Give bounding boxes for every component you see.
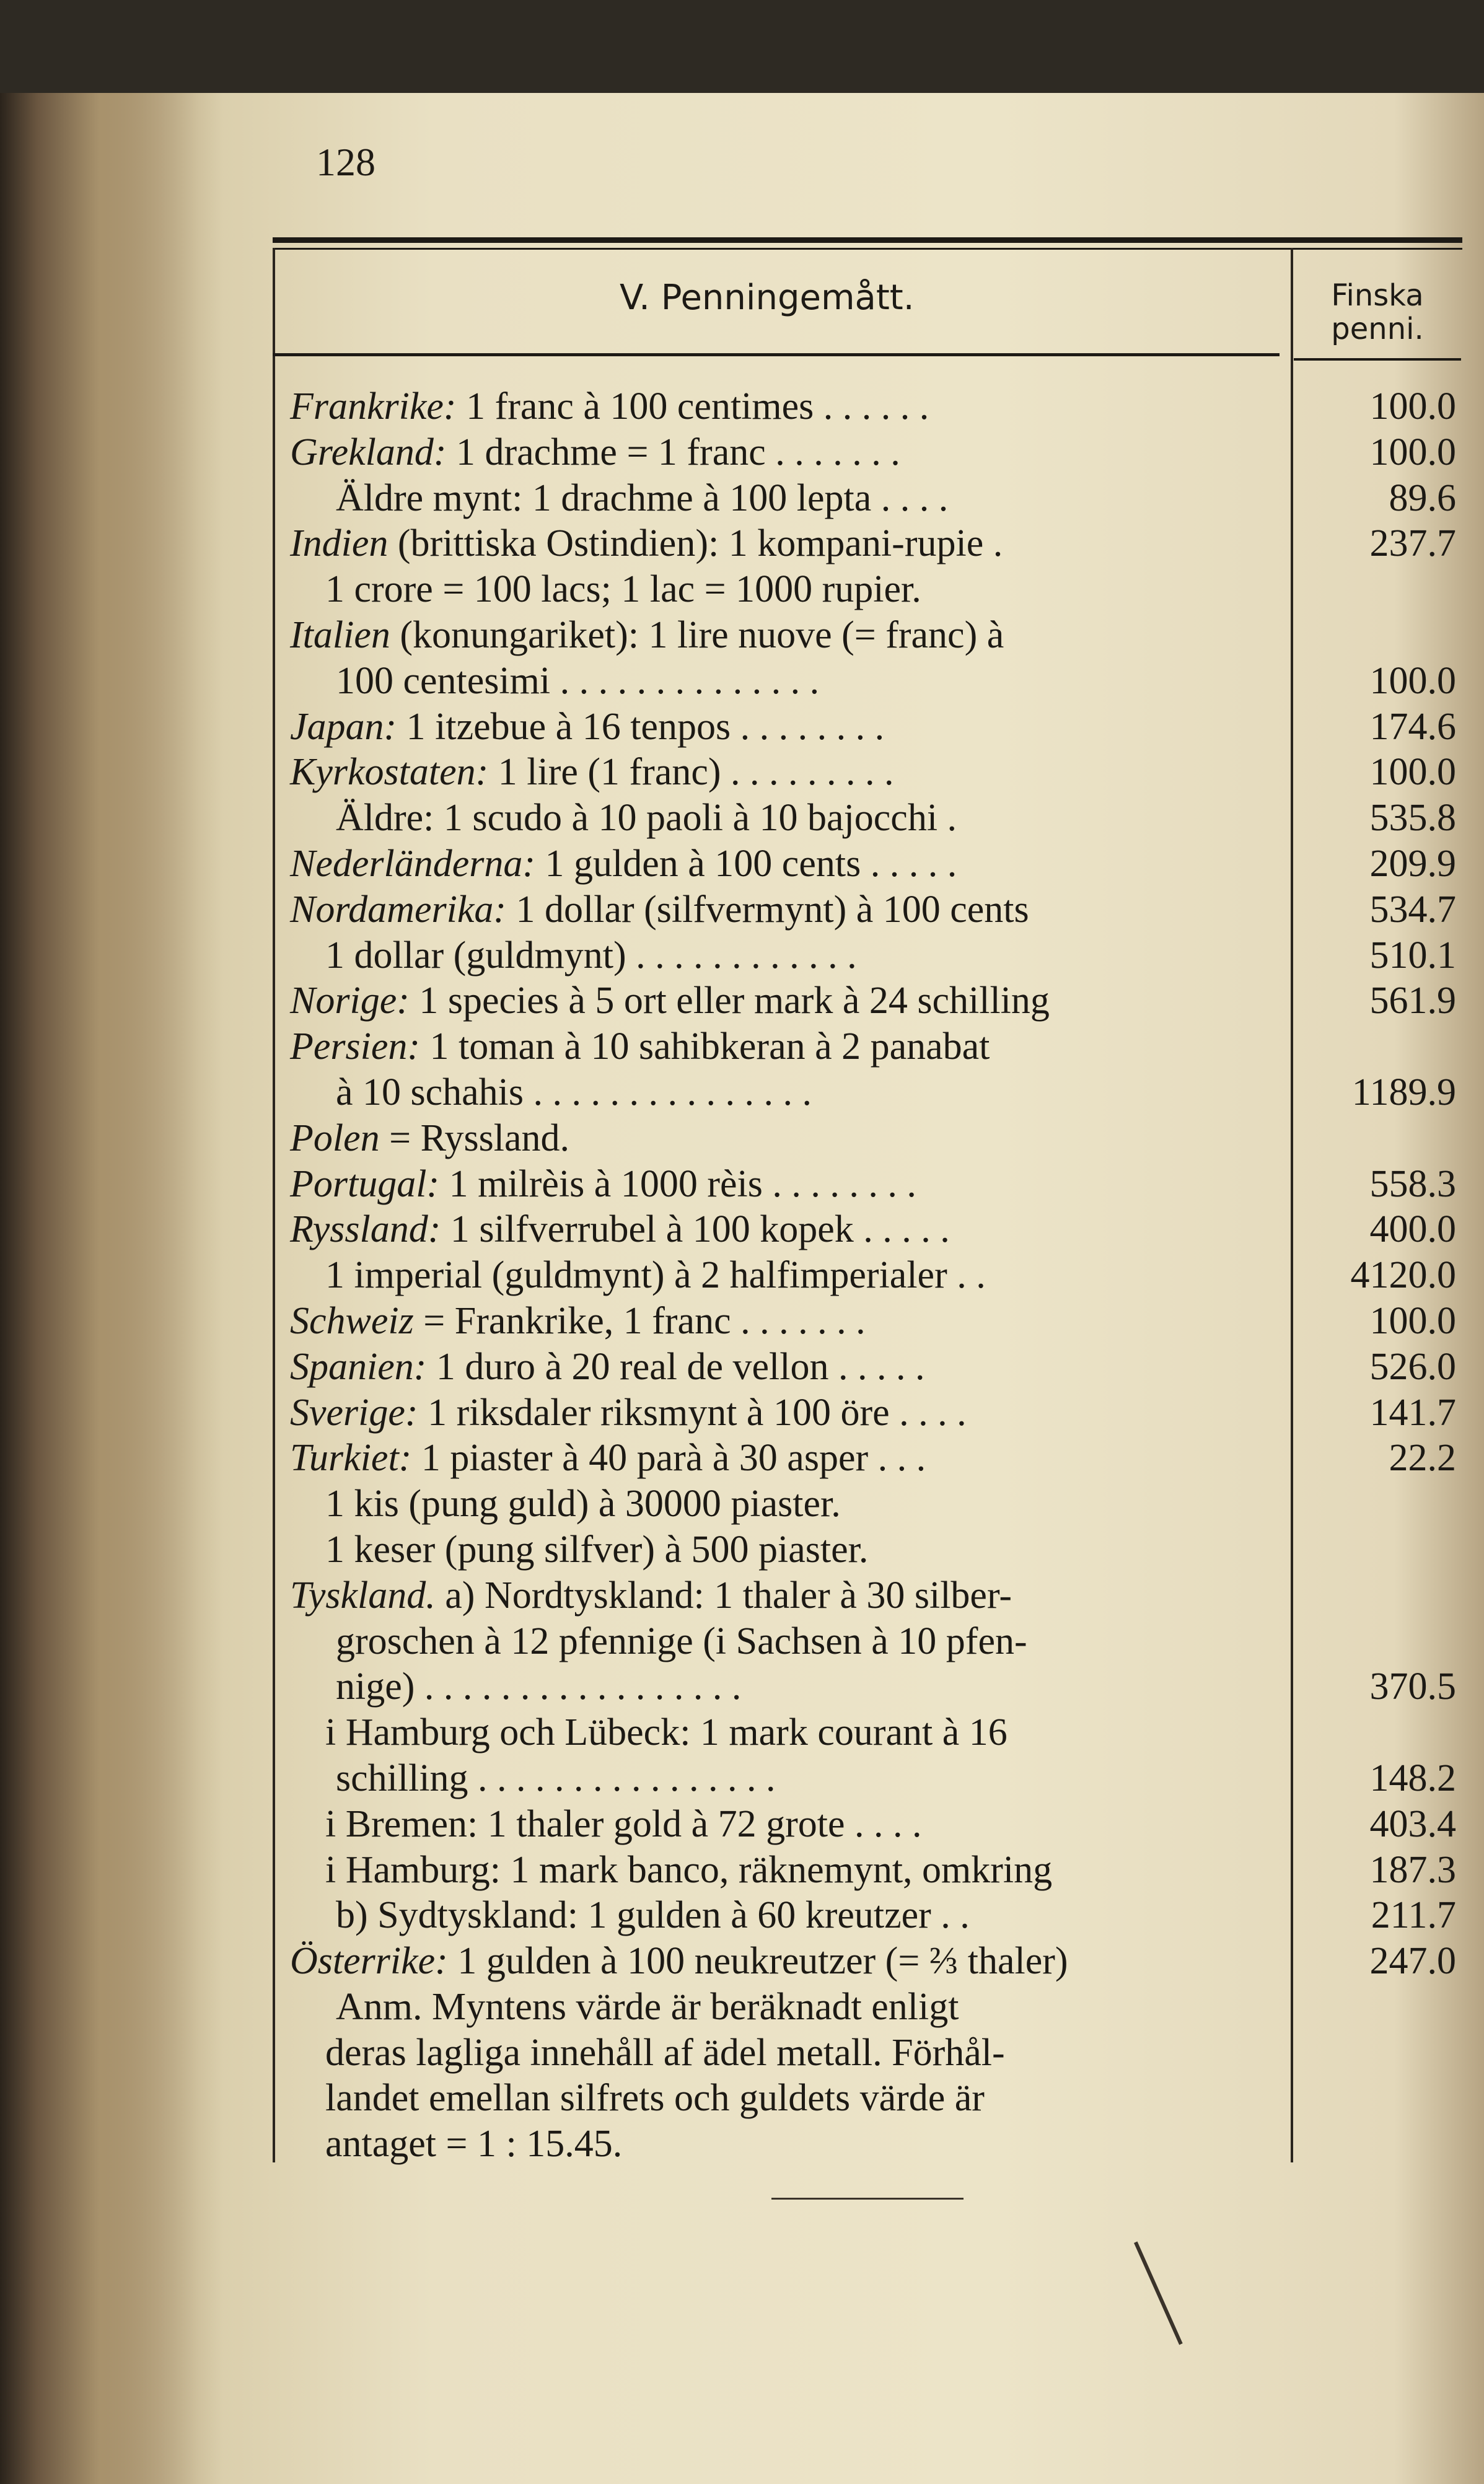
penni-value: 100.0 xyxy=(1369,659,1456,702)
row-text xyxy=(325,2122,622,2167)
table-row xyxy=(285,613,1462,659)
coin-description: 1 dollar (guldmynt) . . . . . . . . . . . . xyxy=(325,934,857,976)
country-name: Polen xyxy=(290,1117,380,1159)
coin-description: Äldre: 1 scudo à 10 paoli à 10 bajocchi . xyxy=(336,797,957,840)
row-text xyxy=(325,933,857,979)
coin-description: b) Sydtyskland: 1 gulden à 60 kreutzer . . xyxy=(336,1894,970,1937)
coin-description: 1 milrèis à 1000 rèis . . . . . . . . xyxy=(439,1162,916,1205)
coin-description: 1 gulden à 100 neukreutzer (= ⅔ thaler) xyxy=(447,1940,1068,1983)
penni-value: 237.7 xyxy=(1369,522,1456,565)
table-row xyxy=(285,659,1462,704)
currency-table xyxy=(285,384,1462,2167)
coin-description: Äldre mynt: 1 drachme à 100 lepta . . . . xyxy=(336,476,949,519)
coin-description: 100 centesimi . . . . . . . . . . . . . . xyxy=(336,659,820,702)
penni-value: 400.0 xyxy=(1369,1208,1456,1251)
row-text xyxy=(290,1939,1068,1985)
table-row xyxy=(285,476,1462,522)
header-bottom-rule xyxy=(273,353,1280,356)
coin-description: landet emellan silfrets och guldets värde är xyxy=(325,2077,985,2120)
table-left-rule xyxy=(273,248,275,2162)
coin-description: = Ryssland. xyxy=(379,1117,569,1159)
row-text xyxy=(290,750,894,796)
row-text xyxy=(290,1116,569,1162)
penni-value: 100.0 xyxy=(1369,431,1456,473)
row-text xyxy=(336,659,819,704)
table-row xyxy=(285,1162,1462,1208)
row-text xyxy=(290,1345,924,1390)
row-text xyxy=(290,1436,926,1481)
country-name: Kyrkostaten: xyxy=(290,751,489,794)
table-row xyxy=(285,567,1462,613)
header-bottom-rule-right xyxy=(1294,358,1461,361)
country-name: Österrike: xyxy=(290,1940,448,1983)
table-row xyxy=(285,1116,1462,1162)
row-text xyxy=(336,476,948,522)
table-top-rule xyxy=(273,237,1462,243)
coin-description: 1 crore = 100 lacs; 1 lac = 1000 rupier. xyxy=(325,568,921,611)
coin-description: i Bremen: 1 thaler gold à 72 grote . . . . xyxy=(325,1802,922,1845)
country-name: Japan: xyxy=(290,705,397,748)
table-row xyxy=(285,1802,1462,1848)
page-number: 128 xyxy=(316,140,375,184)
table-row xyxy=(285,1024,1462,1070)
country-name: Nederländerna: xyxy=(290,842,536,885)
coin-description: 1 keser (pung silfver) à 500 piaster. xyxy=(325,1528,869,1571)
country-name: Italien xyxy=(290,613,390,656)
row-text xyxy=(290,430,900,476)
penni-value: 209.9 xyxy=(1369,842,1456,885)
row-text xyxy=(325,567,921,613)
table-row xyxy=(285,1664,1462,1710)
coin-description: 1 gulden à 100 cents . . . . . xyxy=(535,842,957,885)
coin-description: deras lagliga innehåll af ädel metall. Förhål- xyxy=(325,2031,1005,2074)
row-text xyxy=(290,1299,866,1345)
row-text xyxy=(325,1481,841,1527)
table-row xyxy=(285,1573,1462,1619)
column-header-finska-penni: Finska penni. xyxy=(1331,278,1424,346)
country-name: Portugal: xyxy=(290,1162,440,1205)
coin-description: 1 species à 5 ort eller mark à 24 schilling xyxy=(409,980,1050,1022)
penni-value: 100.0 xyxy=(1369,1299,1456,1342)
row-text xyxy=(336,1985,959,2030)
table-row xyxy=(285,1756,1462,1802)
country-name: Indien xyxy=(290,522,389,565)
country-name: Norige: xyxy=(290,980,410,1022)
penni-value: 510.1 xyxy=(1369,934,1456,976)
coin-description: nige) . . . . . . . . . . . . . . . . . xyxy=(336,1666,742,1708)
table-row xyxy=(285,796,1462,841)
table-row xyxy=(285,430,1462,476)
country-name: Spanien: xyxy=(290,1345,427,1388)
penni-value: 247.0 xyxy=(1369,1940,1456,1983)
table-row xyxy=(285,2030,1462,2076)
row-text xyxy=(336,1070,812,1116)
table-row xyxy=(285,704,1462,750)
row-text xyxy=(290,841,957,887)
country-name: Frankrike: xyxy=(290,385,457,428)
coin-description: 1 silfverrubel à 100 kopek . . . . . xyxy=(441,1208,950,1251)
penni-value: 526.0 xyxy=(1369,1345,1456,1388)
table-row xyxy=(285,1207,1462,1253)
table-row xyxy=(285,1299,1462,1345)
row-text xyxy=(290,704,884,750)
row-text xyxy=(325,1848,1052,1894)
coin-description: = Frankrike, 1 franc . . . . . . . xyxy=(413,1299,866,1342)
penni-value: 141.7 xyxy=(1369,1391,1456,1434)
coin-description: 1 toman à 10 sahibkeran à 2 panabat xyxy=(420,1025,990,1068)
coin-description: i Hamburg: 1 mark banco, räknemynt, omkring xyxy=(325,1848,1053,1891)
country-name: Nordamerika: xyxy=(290,888,506,931)
table-row xyxy=(285,2122,1462,2167)
coin-description: (konungariket): 1 lire nuove (= franc) à xyxy=(390,613,1004,656)
table-title: V. Penningemått. xyxy=(620,278,915,318)
row-text xyxy=(336,1664,741,1710)
table-row xyxy=(285,1345,1462,1390)
coin-description: 1 duro à 20 real de vellon . . . . . xyxy=(426,1345,925,1388)
row-text xyxy=(325,2076,985,2122)
background-top xyxy=(0,0,1484,93)
row-text xyxy=(325,2030,1005,2076)
table-row xyxy=(285,521,1462,567)
penni-value: 4120.0 xyxy=(1350,1254,1456,1297)
country-name: Grekland: xyxy=(290,431,447,473)
penni-value: 22.2 xyxy=(1389,1437,1456,1480)
country-name: Sverige: xyxy=(290,1391,418,1434)
row-text xyxy=(290,1024,990,1070)
country-name: Turkiet: xyxy=(290,1437,412,1480)
table-row xyxy=(285,384,1462,430)
table-row xyxy=(285,978,1462,1024)
coin-description: 1 kis (pung guld) à 30000 piaster. xyxy=(325,1483,841,1525)
country-name: Ryssland: xyxy=(290,1208,441,1251)
row-text xyxy=(290,613,1004,659)
row-text xyxy=(290,384,929,430)
row-text xyxy=(290,978,1050,1024)
penni-value: 558.3 xyxy=(1369,1162,1456,1205)
penni-value: 187.3 xyxy=(1369,1848,1456,1891)
table-row xyxy=(285,1253,1462,1299)
coin-description: Anm. Myntens värde är beräknadt enligt xyxy=(336,1985,959,2028)
coin-description: groschen à 12 pfennige (i Sachsen à 10 pfen- xyxy=(336,1620,1027,1662)
row-text xyxy=(336,1893,970,1939)
row-text xyxy=(290,887,1029,933)
coin-description: 1 drachme = 1 franc . . . . . . . xyxy=(446,431,900,473)
coin-description: 1 lire (1 franc) . . . . . . . . . xyxy=(488,751,894,794)
table-row xyxy=(285,1619,1462,1665)
row-text xyxy=(325,1253,986,1299)
coin-description: (brittiska Ostindien): 1 kompani-rupie . xyxy=(388,522,1003,565)
country-name: Schweiz xyxy=(290,1299,414,1342)
penni-value: 174.6 xyxy=(1369,705,1456,748)
penni-value: 148.2 xyxy=(1369,1757,1456,1799)
table-row xyxy=(285,1481,1462,1527)
coin-description: 1 dollar (silfvermynt) à 100 cents xyxy=(506,888,1029,931)
penni-value: 370.5 xyxy=(1369,1666,1456,1708)
row-text xyxy=(325,1710,1008,1756)
coin-description: 1 piaster à 40 parà à 30 asper . . . xyxy=(411,1437,926,1480)
table-row xyxy=(285,1390,1462,1436)
coin-description: 1 franc à 100 centimes . . . . . . xyxy=(456,385,929,428)
coin-description: 1 riksdaler riksmynt à 100 öre . . . . xyxy=(418,1391,967,1434)
penni-value: 535.8 xyxy=(1369,797,1456,840)
row-text xyxy=(325,1802,921,1848)
row-text xyxy=(336,1756,776,1802)
coin-description: antaget = 1 : 15.45. xyxy=(325,2123,623,2166)
table-row xyxy=(285,1893,1462,1939)
table-row xyxy=(285,887,1462,933)
table-row xyxy=(285,1436,1462,1481)
row-text xyxy=(290,1207,950,1253)
penni-value: 100.0 xyxy=(1369,385,1456,428)
penni-value: 534.7 xyxy=(1369,888,1456,931)
table-row xyxy=(285,750,1462,796)
penni-value: 561.9 xyxy=(1369,980,1456,1022)
row-text xyxy=(336,796,957,841)
table-top-rule-thin xyxy=(273,248,1462,250)
table-row xyxy=(285,1527,1462,1573)
table-row xyxy=(285,1848,1462,1894)
penni-value: 1189.9 xyxy=(1351,1071,1456,1113)
penni-value: 211.7 xyxy=(1371,1894,1456,1937)
coin-description: schilling . . . . . . . . . . . . . . . . xyxy=(336,1757,776,1799)
coin-description: 1 itzebue à 16 tenpos . . . . . . . . xyxy=(397,705,885,748)
table-row xyxy=(285,933,1462,979)
row-text xyxy=(290,521,1003,567)
coin-description: 1 imperial (guldmynt) à 2 halfimperialer . . xyxy=(325,1254,986,1297)
table-row xyxy=(285,2076,1462,2122)
penni-value: 403.4 xyxy=(1369,1802,1456,1845)
coin-description: i Hamburg och Lübeck: 1 mark courant à 16 xyxy=(325,1711,1008,1754)
coin-description: a) Nordtyskland: 1 thaler à 30 silber- xyxy=(435,1574,1012,1617)
table-row xyxy=(285,1710,1462,1756)
end-rule xyxy=(771,2198,964,2200)
table-row xyxy=(285,1939,1462,1985)
row-text xyxy=(336,1619,1027,1665)
row-text xyxy=(290,1573,1012,1619)
penni-value: 89.6 xyxy=(1389,476,1456,519)
table-row xyxy=(285,841,1462,887)
coin-description: à 10 schahis . . . . . . . . . . . . . . . xyxy=(336,1071,812,1113)
row-text xyxy=(290,1390,967,1436)
book-spine-shadow xyxy=(0,93,223,2484)
table-row xyxy=(285,1985,1462,2030)
penni-value: 100.0 xyxy=(1369,751,1456,794)
table-row xyxy=(285,1070,1462,1116)
country-name: Tyskland. xyxy=(290,1574,436,1617)
country-name: Persien: xyxy=(290,1025,421,1068)
row-text xyxy=(290,1162,916,1208)
row-text xyxy=(325,1527,868,1573)
